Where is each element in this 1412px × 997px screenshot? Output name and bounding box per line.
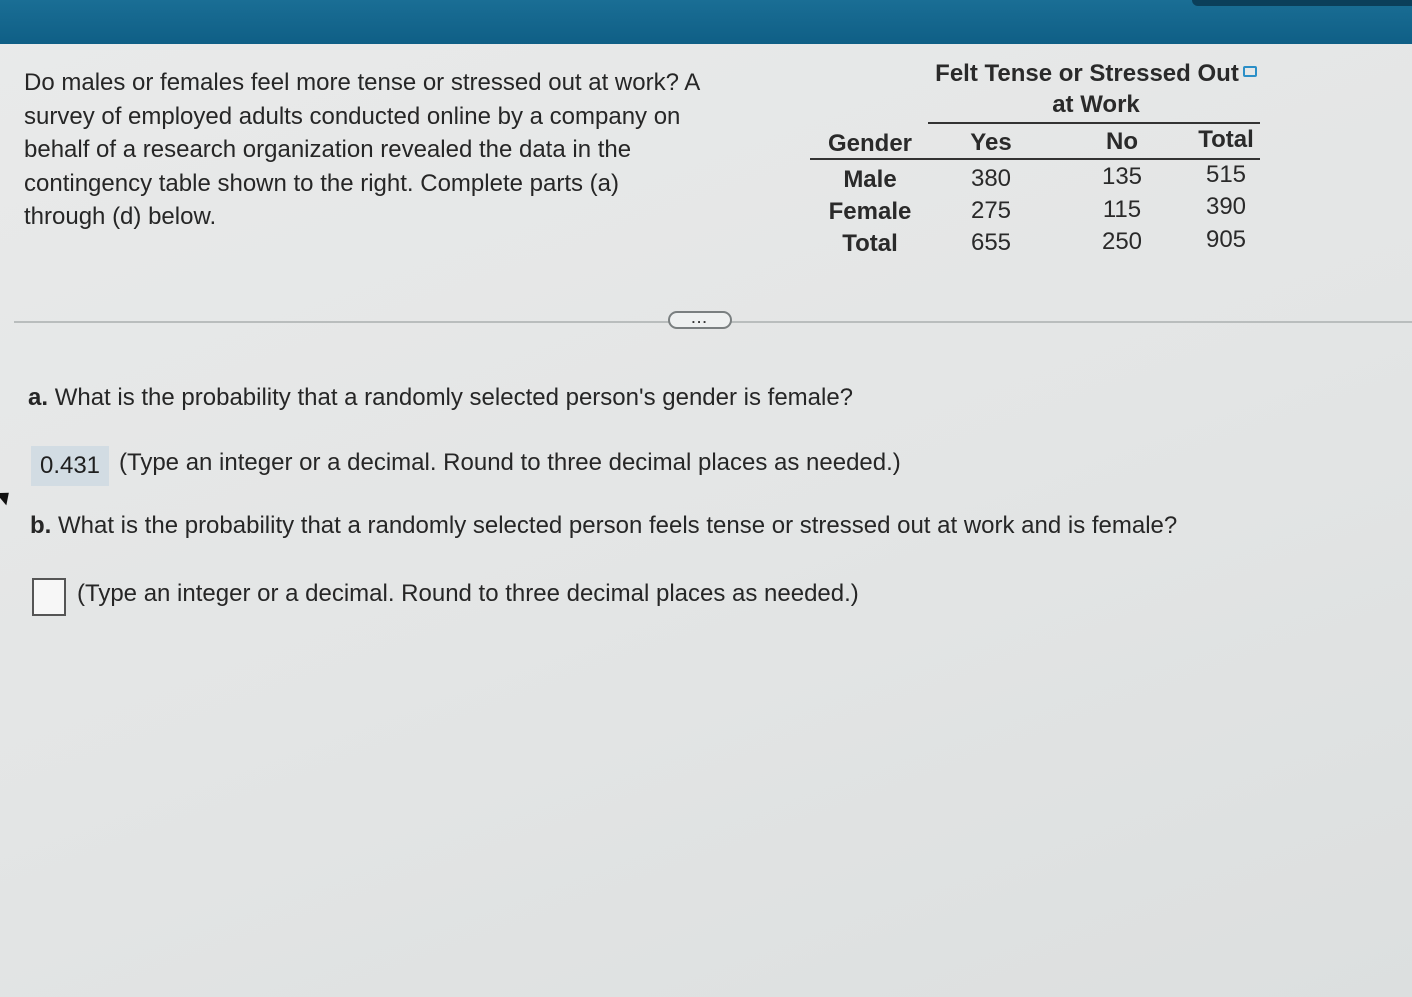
intro-line: through (d) below. bbox=[24, 203, 217, 230]
table-cell: 250 bbox=[1101, 228, 1143, 255]
header-gender: Gender bbox=[827, 130, 913, 157]
header-tab bbox=[1192, 0, 1412, 6]
intro-line: Do males or females feel more tense or stressed out at work? A bbox=[24, 69, 701, 96]
answer-a-hint: (Type an integer or a decimal. Round to three decimal places as needed.) bbox=[119, 449, 901, 476]
top-header-bar bbox=[0, 0, 1412, 44]
table-cell: 135 bbox=[1101, 163, 1143, 190]
row-label: Male bbox=[843, 166, 897, 193]
answer-b-hint: (Type an integer or a decimal. Round to three decimal places as needed.) bbox=[77, 580, 859, 607]
table-title bbox=[926, 58, 1266, 120]
intro-line: survey of employed adults conducted online by a company on bbox=[24, 102, 681, 130]
expand-more-button[interactable]: ... bbox=[668, 311, 732, 329]
table-cell: 275 bbox=[970, 197, 1012, 224]
row-label: Female bbox=[828, 198, 912, 225]
row-label: Total bbox=[842, 230, 898, 257]
question-a-text: What is the probability that a randomly selected person's gender is female? bbox=[54, 384, 854, 411]
table-title-line2: at Work bbox=[1052, 91, 1140, 118]
question-b-label: b. bbox=[30, 512, 52, 539]
answer-b-field[interactable] bbox=[32, 578, 66, 616]
table-cell: 515 bbox=[1205, 161, 1247, 188]
question-a-label: a. bbox=[28, 384, 49, 411]
question-b bbox=[30, 512, 1177, 540]
header-total: Total bbox=[1198, 126, 1254, 153]
table-cell: 655 bbox=[970, 229, 1012, 256]
intro-line: behalf of a research organization revealed the data in the bbox=[24, 136, 632, 163]
column-rule bbox=[810, 158, 1260, 160]
question-a bbox=[28, 384, 853, 412]
header-no: No bbox=[1106, 128, 1138, 155]
question-b-text: What is the probability that a randomly selected person feels tense or stressed out at work and is female? bbox=[58, 512, 1178, 539]
intro-line: contingency table shown to the right. Complete parts (a) bbox=[24, 169, 619, 197]
table-cell: 390 bbox=[1205, 193, 1247, 220]
header-yes: Yes bbox=[970, 129, 1012, 156]
problem-statement bbox=[24, 66, 784, 234]
table-title-line1: Felt Tense or Stressed Out bbox=[935, 60, 1239, 87]
mouse-cursor-icon bbox=[0, 487, 14, 506]
header-rule bbox=[928, 122, 1260, 124]
table-cell: 905 bbox=[1205, 226, 1247, 253]
copy-icon[interactable] bbox=[1243, 66, 1257, 77]
table-cell: 380 bbox=[970, 165, 1012, 192]
answer-a-field[interactable]: 0.431 bbox=[31, 446, 109, 486]
table-cell: 115 bbox=[1102, 196, 1142, 223]
